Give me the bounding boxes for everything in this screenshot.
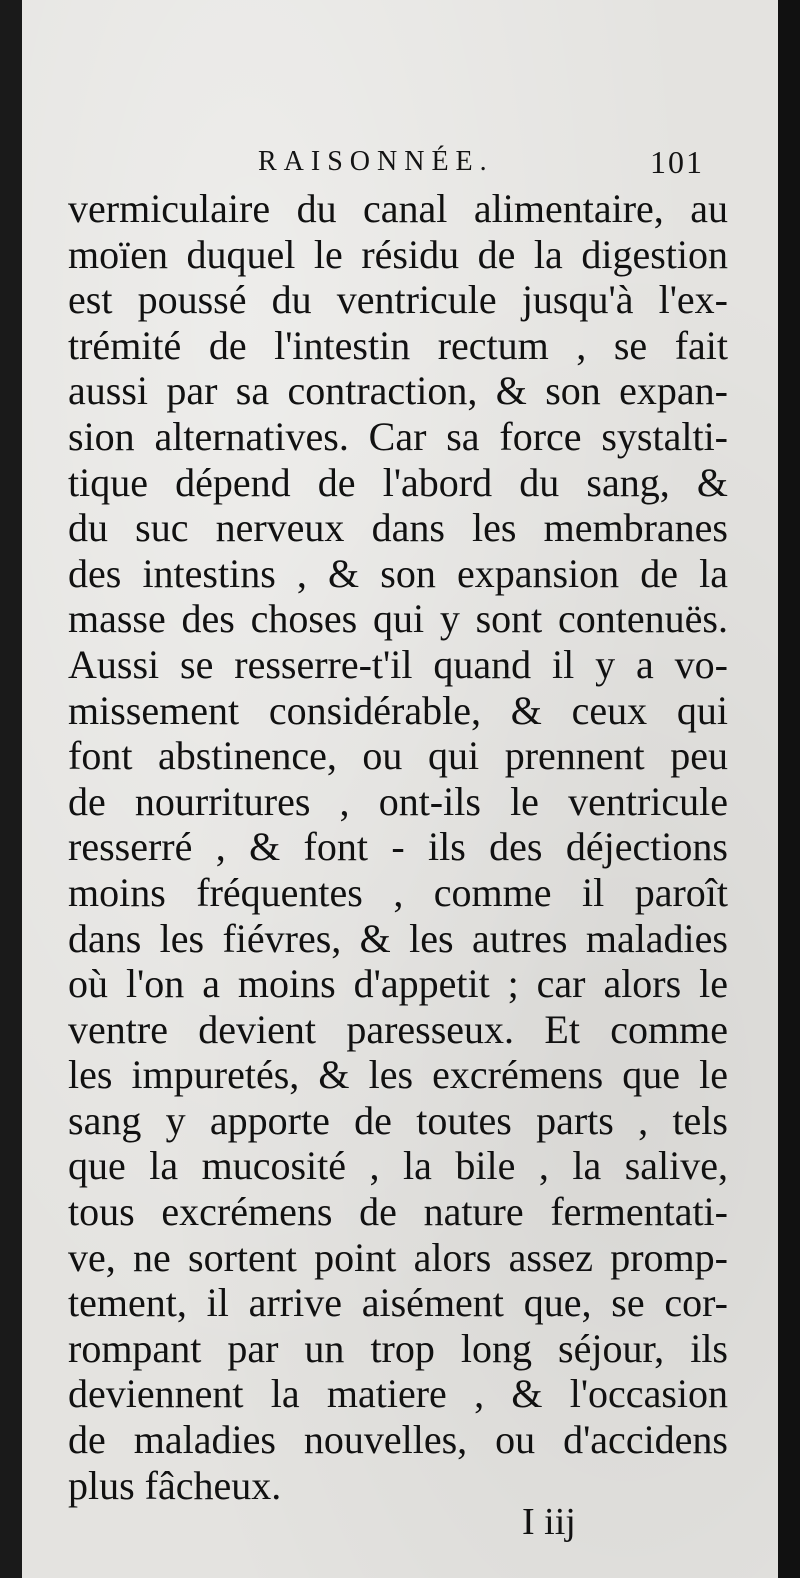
text-line: du suc nerveux dans les membranes [68, 505, 728, 551]
text-line: moïen duquel le résidu de la digestion [68, 231, 728, 277]
text-line: deviennent la matiere , & l'occasion [68, 1371, 728, 1417]
text-line: sion alternatives. Car sa force systalti- [68, 413, 728, 459]
running-head-title: RAISONNÉE. [258, 146, 494, 177]
scan-edge-shadow [778, 0, 800, 1578]
text-line: vermiculaire du canal alimentaire, au [68, 186, 728, 231]
text-line: aussi par sa contraction, & son expan- [68, 368, 728, 414]
book-page [22, 0, 778, 1578]
text-line: dans les fiévres, & les autres maladies [68, 915, 728, 961]
text-line-last: plus fâcheux. [68, 1462, 282, 1508]
text-line: les impuretés, & les excrémens que le [68, 1052, 728, 1098]
running-head [22, 140, 778, 184]
text-line: que la mucosité , la bile , la salive, [68, 1143, 728, 1189]
body-text [68, 186, 728, 1508]
text-line: où l'on a moins d'appetit ; car alors le [68, 961, 728, 1007]
text-line: tement, il arrive aisément que, se cor- [68, 1280, 728, 1326]
text-line: ve, ne sortent point alors assez promp- [68, 1234, 728, 1280]
text-line: sang y apporte de toutes parts , tels [68, 1097, 728, 1143]
text-line: de nourritures , ont-ils le ventricule [68, 778, 728, 824]
text-line: font abstinence, ou qui prennent peu [68, 733, 728, 779]
text-line: rompant par un trop long séjour, ils [68, 1325, 728, 1371]
text-line: tique dépend de l'abord du sang, & [68, 459, 728, 505]
text-line: ventre devient paresseux. Et comme [68, 1006, 728, 1052]
text-line: resserré , & font - ils des déjections [68, 824, 728, 870]
text-line: missement considérable, & ceux qui [68, 687, 728, 733]
text-line: tous excrémens de nature fermentati- [68, 1189, 728, 1235]
signature-mark: I iij [522, 1501, 576, 1543]
text-line: est poussé du ventricule jusqu'à l'ex- [68, 277, 728, 323]
page-number: 101 [650, 144, 704, 180]
text-line: Aussi se resserre-t'il quand il y a vo- [68, 641, 728, 687]
text-line: de maladies nouvelles, ou d'accidens [68, 1417, 728, 1463]
text-line: masse des choses qui y sont contenuës. [68, 596, 728, 642]
text-line: trémité de l'intestin rectum , se fait [68, 322, 728, 368]
text-line: des intestins , & son expansion de la [68, 550, 728, 596]
text-line: moins fréquentes , comme il paroît [68, 869, 728, 915]
